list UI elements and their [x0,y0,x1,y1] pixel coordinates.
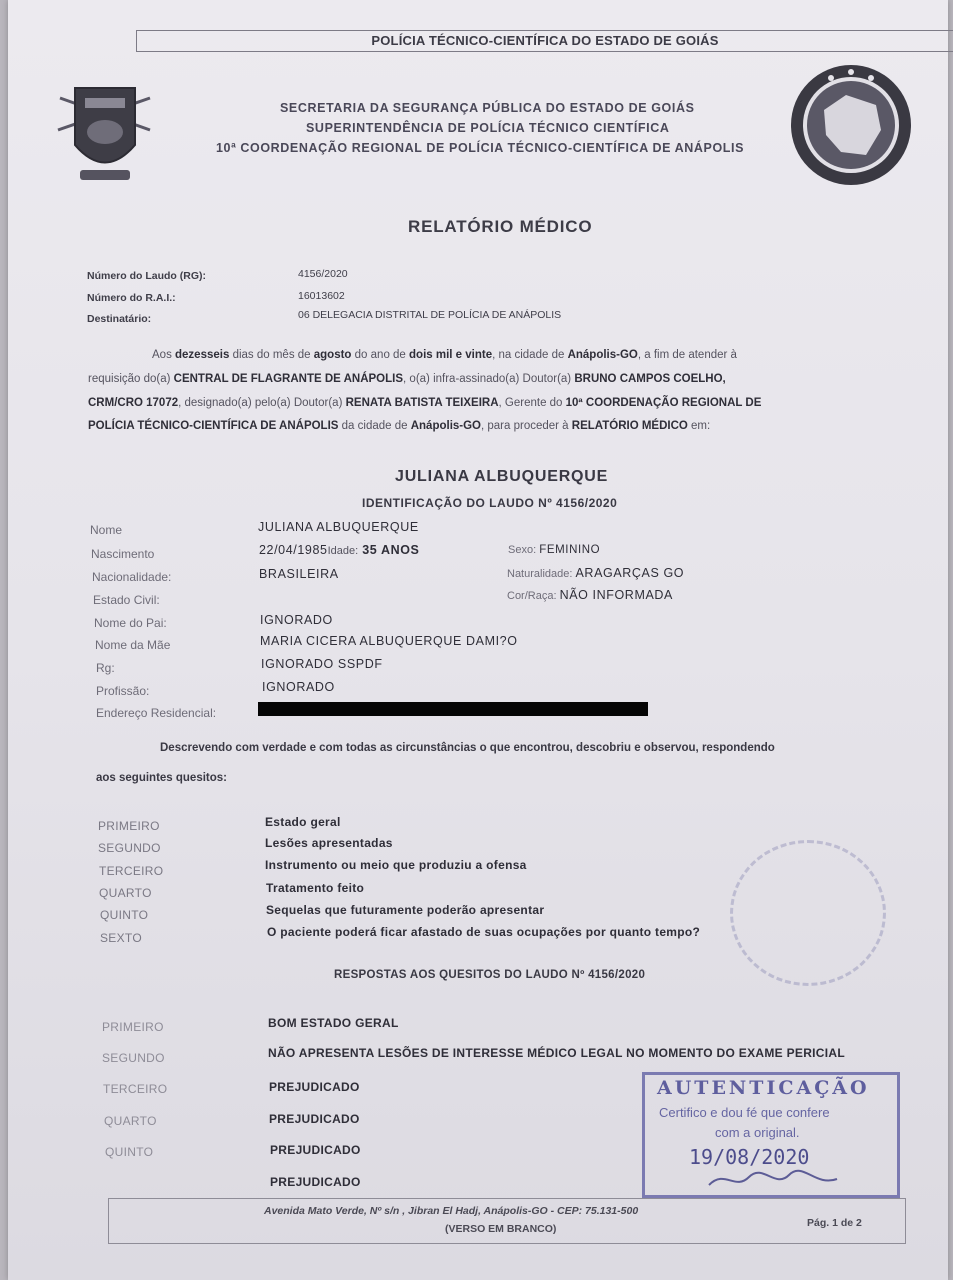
ssp-badge-logo [50,70,160,190]
quesito-label-3: TERCEIRO [99,864,164,878]
answer-text-4: PREJUDICADO [269,1112,360,1126]
quesito-label-6: SEXTO [100,931,142,945]
meta-value-laudo: 4156/2020 [298,268,348,280]
quesito-text-3: Instrumento ou meio que produziu a ofensa [265,858,527,872]
quesito-text-1: Estado geral [265,815,341,829]
value-nacionalidade: BRASILEIRA [259,567,339,581]
label-estado-civil: Estado Civil: [93,593,160,607]
signature-scribble [705,1167,845,1193]
meta-value-destinatario: 06 DELEGACIA DISTRITAL DE POLÍCIA DE ANÁPOLIS [298,309,562,321]
label-nacionalidade: Nacionalidade: [92,570,172,584]
description-line-1: Descrevendo com verdade e com todas as circunstâncias o que encontrou, descobriu e observou, respondendo [160,742,775,754]
intro-line-3: CRM/CRO 17072, designado(a) pelo(a) Doutor(a) RENATA BATISTA TEIXEIRA, Gerente do 10ª COORDENAÇÃO REGIONAL DE [88,397,762,409]
meta-label-rai: Número do R.A.I.: [87,292,176,304]
stamp-title: AUTENTICAÇÃO [657,1077,870,1099]
answer-label-5: QUINTO [105,1145,154,1159]
stamp-date: 19/08/2020 [689,1145,810,1169]
answer-text-5: PREJUDICADO [270,1143,361,1157]
footer-note: (VERSO EM BRANCO) [445,1223,557,1235]
value-profissao: IGNORADO [262,680,335,694]
quesito-label-2: SEGUNDO [98,841,161,855]
answer-text-6: PREJUDICADO [270,1175,361,1189]
intro-line-1: Aos dezesseis dias do mês de agosto do ano de dois mil e vinte, na cidade de Anápolis-GO, a fim de atender à [152,349,737,361]
quesito-label-4: QUARTO [99,886,152,900]
subject-name-heading: JULIANA ALBUQUERQUE [395,468,609,485]
answer-text-3: PREJUDICADO [269,1080,360,1094]
redacted-address-bar [258,702,648,716]
label-mae: Nome da Mãe [95,638,171,652]
description-line-2: aos seguintes quesitos: [96,772,228,784]
answer-text-2: NÃO APRESENTA LESÕES DE INTERESSE MÉDICO LEGAL NO MOMENTO DO EXAME PERICIAL [268,1046,846,1060]
value-pai: IGNORADO [260,613,333,627]
quesito-text-5: Sequelas que futuramente poderão apresentar [266,903,545,917]
label-naturalidade: Naturalidade: ARAGARÇAS GO [507,566,685,580]
header-line-1: SECRETARIA DA SEGURANÇA PÚBLICA DO ESTADO DE GOIÁS [280,101,695,115]
answer-label-2: SEGUNDO [102,1051,165,1065]
identification-title: IDENTIFICAÇÃO DO LAUDO Nº 4156/2020 [362,496,618,510]
meta-value-rai: 16013602 [298,290,345,302]
label-rg: Rg: [96,661,115,675]
page-title: RELATÓRIO MÉDICO [408,217,593,236]
header-line-2: SUPERINTENDÊNCIA DE POLÍCIA TÉCNICO CIENTÍFICA [306,121,670,135]
answer-label-4: QUARTO [104,1114,157,1128]
meta-label-laudo: Número do Laudo (RG): [87,270,206,282]
institution-bar: POLÍCIA TÉCNICO-CIENTÍFICA DO ESTADO DE GOIÁS [136,30,953,52]
goias-police-seal-logo [786,60,916,190]
value-nome: JULIANA ALBUQUERQUE [258,520,419,534]
value-rg: IGNORADO SSPDF [261,657,383,671]
label-profissao: Profissão: [96,684,150,698]
header-line-3: 10ª COORDENAÇÃO REGIONAL DE POLÍCIA TÉCNICO-CIENTÍFICA DE ANÁPOLIS [216,141,745,155]
stamp-line-2: com a original. [715,1125,800,1140]
footer-box [108,1198,906,1244]
stamp-line-1: Certifico e dou fé que confere [659,1105,830,1120]
authentication-stamp [642,1072,900,1198]
faint-round-stamp [730,840,886,986]
value-nascimento: 22/04/1985Idade: 35 ANOS [259,543,420,557]
quesito-text-4: Tratamento feito [266,881,365,895]
quesito-label-1: PRIMEIRO [98,819,160,833]
label-pai: Nome do Pai: [94,616,167,630]
intro-line-2: requisição do(a) CENTRAL DE FLAGRANTE DE ANÁPOLIS, o(a) infra-assinado(a) Doutor(a) BRUNO CAMPOS COELHO, [88,373,726,385]
intro-line-4: POLÍCIA TÉCNICO-CIENTÍFICA DE ANÁPOLIS da cidade de Anápolis-GO, para proceder à RELATÓRIO MÉDICO em: [88,420,711,432]
meta-label-destinatario: Destinatário: [87,313,152,325]
footer-page-number: Pág. 1 de 2 [807,1217,862,1229]
label-endereco: Endereço Residencial: [96,706,217,720]
label-sexo: Sexo: FEMININO [508,544,601,556]
footer-address: Avenida Mato Verde, Nº s/n , Jibran El Hadj, Anápolis-GO - CEP: 75.131-500 [264,1205,639,1217]
answer-label-3: TERCEIRO [103,1082,168,1096]
answer-text-1: BOM ESTADO GERAL [268,1016,399,1030]
quesito-text-6: O paciente poderá ficar afastado de suas ocupações por quanto tempo? [267,925,701,939]
quesito-label-5: QUINTO [100,908,149,922]
quesito-text-2: Lesões apresentadas [265,836,393,850]
label-nascimento: Nascimento [91,547,155,561]
answers-title: RESPOSTAS AOS QUESITOS DO LAUDO Nº 4156/2020 [334,969,646,981]
answer-label-1: PRIMEIRO [102,1020,164,1034]
label-cor-raca: Cor/Raça: NÃO INFORMADA [507,588,673,602]
label-nome: Nome [90,523,123,537]
value-mae: MARIA CICERA ALBUQUERQUE DAMI?O [260,634,518,648]
